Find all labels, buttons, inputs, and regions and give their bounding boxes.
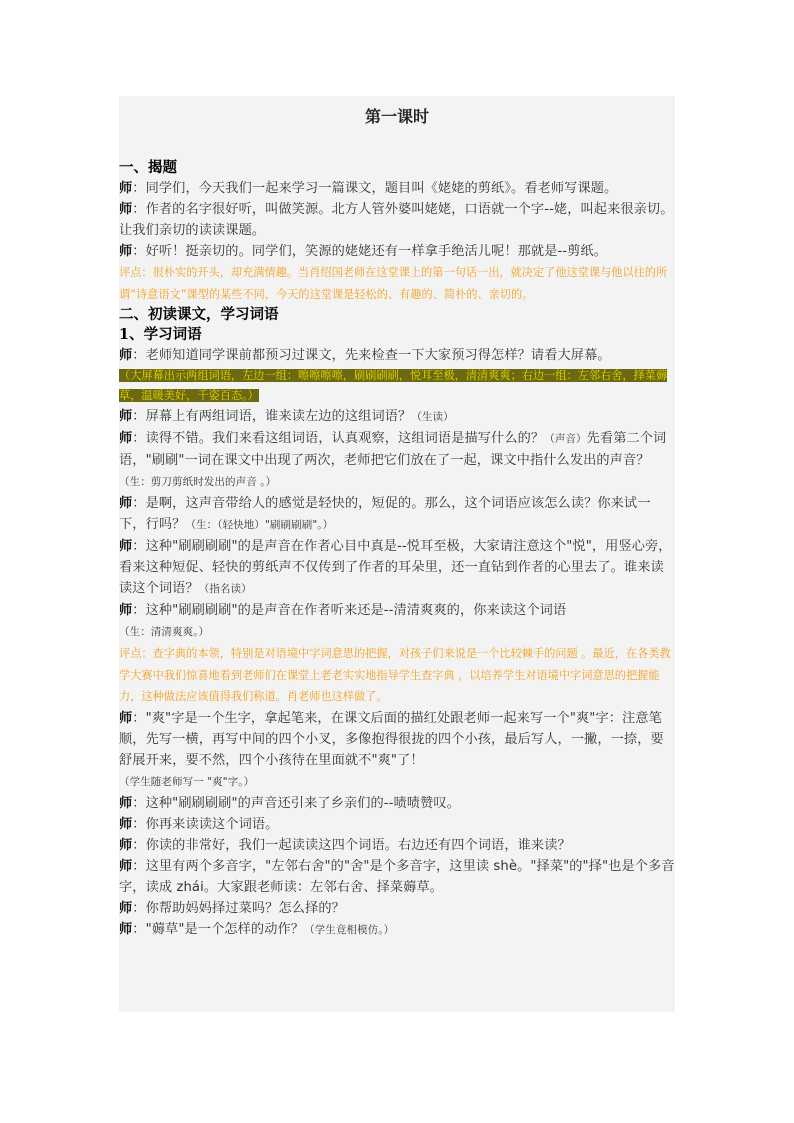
page-title: 第一课时 (364, 107, 429, 126)
stage-note: （生：（轻快地）"刷刷刷刷"。） (185, 519, 334, 531)
dialogue-text: ："薅草"是一个怎样的动作？ (132, 921, 305, 937)
dialogue-text: ：你帮助妈妈择过菜吗？怎么择的？ (132, 900, 345, 916)
dialogue-text: ：这里有两个多音字，"左邻右舍"的"舍"是个多音字，这里读 shè。"择菜"的"择"也是个多音字，读成 zhái。大家跟老师读：左邻右舍、择菜薅草。 (119, 858, 675, 895)
comment-paragraph: 评点：查字典的本领，特别是对语境中字词意思的把握，对孩子们来说是一个比较棘手的问题 。最近，在各类教学大赛中我们惊喜地看到老师们在课堂上老老实实地指导学生查字典 ，以培养学生对语境中字词意思的把握能力，这种做法应该值得我们称道。肖老师也这样做了。 (119, 647, 671, 703)
speaker-label: 师 (119, 496, 133, 511)
speaker-label: 师 (119, 837, 133, 853)
dialogue-paragraph (119, 708, 675, 793)
dialogue-paragraph (119, 493, 675, 536)
speaker-label: 师 (119, 539, 133, 554)
dialogue-paragraph (119, 428, 675, 493)
dialogue-paragraph (119, 406, 675, 428)
comment-paragraph: 评点：很朴实的开头，却充满情趣。当肖绍国老师在这堂课上的第一句话一出，就决定了他这堂课与他以往的所谓“诗意语文”课型的某些不同，今天的这堂课是轻松的、有趣的、简朴的、亲切的。 (119, 266, 668, 301)
dialogue-text: ：读得不错。我们来看这组词语，认真观察，这组词语是描写什么的？ (132, 431, 545, 446)
speaker-label: 师 (119, 795, 133, 811)
dialogue-text: ：老师知道同学课前都预习过课文，先来检查一下大家预习得怎样？请看大屏幕。 (132, 348, 611, 363)
highlighted-screen-note (119, 366, 675, 406)
speaker-label: 师 (119, 900, 133, 916)
document-flow (119, 158, 675, 941)
stage-note: （学生随老师写一 "爽"字。） (119, 775, 255, 788)
dialogue-paragraph (119, 793, 675, 814)
dialogue-paragraph (119, 856, 675, 898)
dialogue-paragraph (119, 536, 675, 600)
dialogue-paragraph (119, 199, 675, 241)
speaker-label: 师 (119, 244, 133, 259)
highlight-text: （大屏幕出示两组词语，左边一组：嚓嚓嚓嚓，刷刷刷刷，悦耳至极，清清爽爽；右边一组：左邻右舍，择菜薅草，温暖美好，千姿百态。） (119, 369, 668, 402)
speaker-label: 师 (119, 348, 133, 363)
dialogue-paragraph (119, 178, 675, 199)
stage-note: （生读） (411, 411, 454, 423)
dialogue-text: ：这种"刷刷刷刷"的是声音在作者心目中真是--悦耳至极，大家请注意这个"悦"，用竖心旁，看来这种短促、轻快的剪纸声不仅传到了作者的耳朵里，还一直钻到作者的心里去了。谁来读读这个词语？ (119, 539, 672, 596)
dialogue-paragraph (119, 600, 675, 643)
document-body (119, 106, 675, 941)
stage-note: （学生竟相模仿。） (304, 923, 395, 936)
speaker-label: 师 (119, 921, 133, 937)
dialogue-text: ：好听！挺亲切的。同学们，笑源的姥姥还有一样拿手绝活儿呢！那就是--剪纸。 (132, 244, 608, 259)
section-heading: 一、揭题 (119, 159, 177, 176)
section-heading: 二、初读课文，学习词语 (119, 306, 279, 323)
speaker-label: 师 (119, 603, 133, 618)
dialogue-paragraph (119, 345, 675, 366)
dialogue-text: ："爽"字是一个生字，拿起笔来，在课文后面的描红处跟老师一起来写一个"爽"字：注意笔顺，先写一横，再写中间的四个小叉，多像抱得很拢的四个小孩，最后写人，一撇，一捺，要舒展开来，要不然，四个小孩待在里面就不"爽"了！ (119, 710, 664, 768)
dialogue-paragraph (119, 898, 675, 919)
stage-note: （生：剪刀剪纸时发出的声音 。） (119, 476, 277, 488)
dialogue-text: ：屏幕上有两组词语，谁来读左边的这组词语？ (132, 409, 412, 424)
speaker-label: 师 (119, 858, 133, 874)
stage-note: （声音） (544, 433, 587, 445)
section-heading: 1、学习词语 (119, 326, 202, 343)
speaker-label: 师 (119, 181, 133, 196)
dialogue-text: ：是啊，这声音带给人的感觉是轻快的，短促的。那么，这个词语应该怎么读？你来试一下，行吗？ (119, 496, 651, 532)
stage-note: （指名读） (198, 583, 252, 595)
dialogue-text: ：这种"刷刷刷刷"的是声音在作者听来还是--清清爽爽的，你来读这个词语 (132, 603, 567, 618)
dialogue-text: ：同学们，今天我们一起来学习一篇课文，题目叫《姥姥的剪纸》。看老师写课题。 (132, 181, 618, 196)
dialogue-text: ：这种"刷刷刷刷"的声音还引来了乡亲们的--啧啧赞叹。 (132, 795, 460, 811)
speaker-label: 师 (119, 710, 133, 726)
dialogue-text: ：你再来读读这个词语。 (132, 816, 279, 832)
speaker-label: 师 (119, 202, 133, 217)
stage-note: （生：清清爽爽。） (119, 626, 210, 638)
dialogue-paragraph (119, 814, 675, 835)
dialogue-text: ：作者的名字很好听，叫做笑源。北方人管外婆叫姥姥，口语就一个字--姥，叫起来很亲切。让我们亲切的读读课题。 (119, 202, 674, 238)
dialogue-text: ：你读的非常好，我们一起读读这四个词语。右边还有四个词语，谁来读？ (132, 837, 571, 853)
dialogue-paragraph (119, 919, 675, 941)
dialogue-paragraph (119, 835, 675, 856)
dialogue-paragraph (119, 241, 675, 262)
speaker-label: 师 (119, 816, 133, 832)
document-page (119, 96, 675, 1012)
dialogue-text-continued: 先看第二个词语，"刷刷"一词在课文中出现了两次，老师把它们放在了一起，课文中指什么发出的声音？ (119, 431, 667, 468)
speaker-label: 师 (119, 431, 133, 446)
speaker-label: 师 (119, 409, 133, 424)
